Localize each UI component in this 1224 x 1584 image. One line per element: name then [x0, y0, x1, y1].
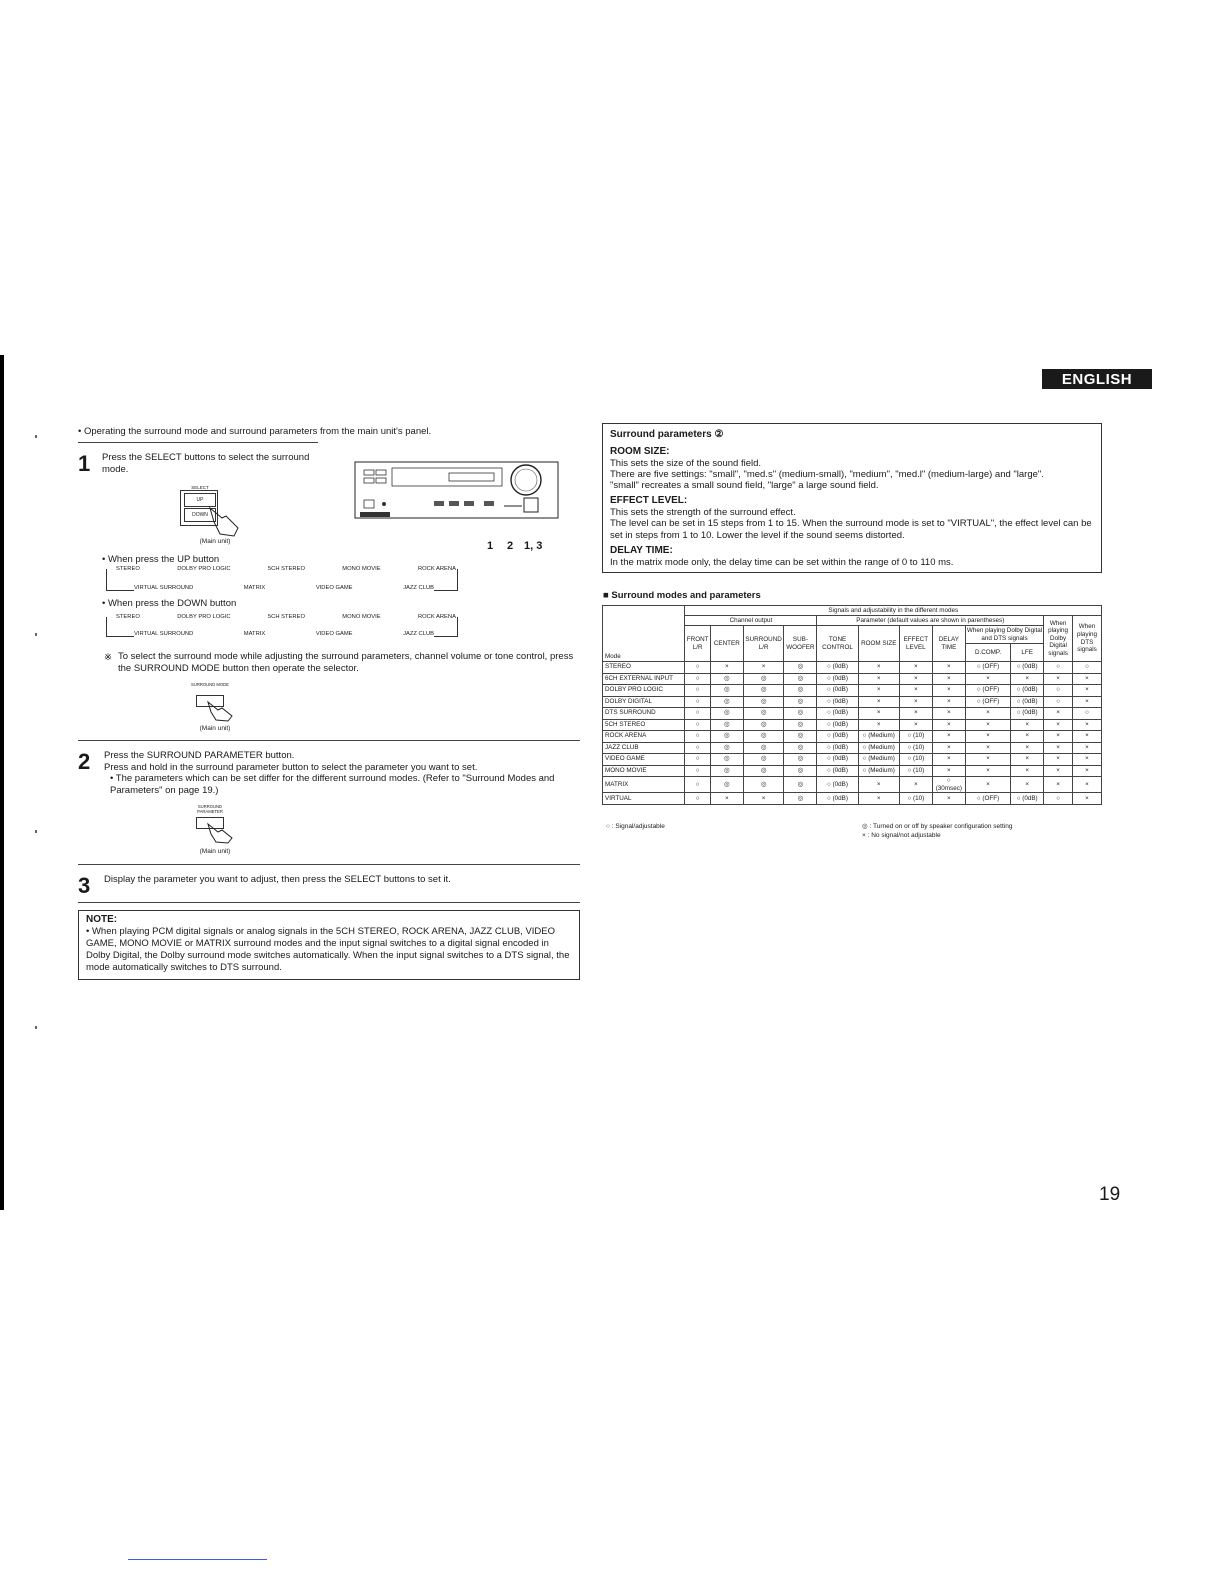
- table-cell: ○ (0dB): [1011, 685, 1044, 697]
- table-cell: ×: [1073, 696, 1102, 708]
- table-cell: ◎: [743, 673, 784, 685]
- header-effect-level: EFFECT LEVEL: [899, 626, 932, 662]
- flow-item: STEREO: [116, 614, 140, 620]
- table-cell: ×: [858, 719, 899, 731]
- surround-parameter-label: SURROUND PARAMETER: [197, 804, 223, 814]
- table-row: [603, 777, 1102, 793]
- table-row: [603, 708, 1102, 720]
- room-size-line-3: "small" recreates a small sound field, "large" a large sound field.: [610, 480, 879, 491]
- hand-pointer-icon: [208, 504, 242, 538]
- select-label: SELECT: [191, 485, 209, 490]
- flow-item: VIDEO GAME: [315, 631, 353, 637]
- table-cell: ◎: [710, 742, 743, 754]
- mode-name-cell: VIDEO GAME: [603, 754, 685, 766]
- header-dcomp: D.COMP.: [965, 644, 1010, 662]
- room-size-line-2: There are five settings: "small", "med.s" (medium-small), "medium", "med.l" (medium-large) and "large".: [610, 469, 1044, 480]
- table-cell: ×: [932, 696, 965, 708]
- table-cell: ×: [1073, 777, 1102, 793]
- table-row: [603, 662, 1102, 674]
- up-flow-heading: • When press the UP button: [102, 554, 220, 565]
- table-cell: ×: [932, 662, 965, 674]
- table-cell: ×: [965, 731, 1010, 743]
- table-cell: ○: [685, 696, 710, 708]
- table-cell: ×: [1073, 673, 1102, 685]
- main-unit-caption: (Main unit): [199, 848, 231, 855]
- main-unit-caption: (Main unit): [199, 725, 231, 732]
- table-cell: ◎: [784, 708, 817, 720]
- table-cell: ×: [1073, 685, 1102, 697]
- table-cell: ×: [1073, 731, 1102, 743]
- table-cell: ×: [932, 793, 965, 805]
- header-parameter: Parameter (default values are shown in parentheses): [817, 616, 1044, 626]
- table-cell: ×: [899, 673, 932, 685]
- legend-circle: ○ : Signal/adjustable: [606, 823, 665, 830]
- divider: [78, 902, 580, 903]
- language-tab: ENGLISH: [1042, 369, 1152, 389]
- table-cell: ○ (0dB): [817, 662, 858, 674]
- table-cell: ○ (0dB): [1011, 696, 1044, 708]
- page-number: 19: [1099, 1184, 1121, 1205]
- legend-double-circle: ◎ : Turned on or off by speaker configuration setting: [862, 823, 1013, 830]
- table-cell: ×: [743, 662, 784, 674]
- flow-item: MATRIX: [243, 585, 266, 591]
- flow-item: 5CH STEREO: [267, 566, 305, 572]
- table-cell: ○ (10): [899, 765, 932, 777]
- flow-item: DOLBY PRO LOGIC: [177, 566, 231, 572]
- table-title: ■ Surround modes and parameters: [603, 590, 761, 601]
- table-cell: ×: [858, 673, 899, 685]
- note-mark: ※: [104, 652, 112, 663]
- table-cell: ×: [965, 673, 1010, 685]
- mode-name-cell: MATRIX: [603, 777, 685, 793]
- flow-item: DOLBY PRO LOGIC: [177, 614, 231, 620]
- step-2-bullet: • The parameters which can be set differ for the different surround modes. (Refer to "Surround Modes and Parameters" on page 19.): [110, 773, 555, 796]
- table-cell: ×: [1073, 719, 1102, 731]
- table-cell: ×: [965, 742, 1010, 754]
- header-surround: SURROUND L/R: [743, 626, 784, 662]
- table-cell: ○ (0dB): [817, 696, 858, 708]
- flow-item: ROCK ARENA: [417, 614, 456, 620]
- header-channel-output: Channel output: [685, 616, 817, 626]
- table-cell: ○: [685, 673, 710, 685]
- table-cell: ○ (10): [899, 742, 932, 754]
- table-cell: ×: [965, 765, 1010, 777]
- table-cell: ○ (0dB): [817, 708, 858, 720]
- table-cell: ×: [1044, 673, 1073, 685]
- table-cell: ◎: [743, 719, 784, 731]
- table-cell: ○: [1044, 685, 1073, 697]
- table-cell: ○ (0dB): [817, 793, 858, 805]
- table-cell: ◎: [784, 765, 817, 777]
- footer-line: [128, 1559, 267, 1560]
- note-text: • When playing PCM digital signals or analog signals in the 5CH STEREO, ROCK ARENA, JAZZ CLUB, VIDEO GAME, MONO MOVIE or MATRIX surround modes and the input signal switches to a digital signal encoded in Dolby Digital, the Dolby surround mode switches automatically. When the input signal switches to a DTS signal, the mode automatically switches to DTS surround.: [86, 926, 570, 973]
- flow-item: VIDEO GAME: [315, 585, 353, 591]
- hand-pointer-icon: [206, 700, 236, 722]
- flow-item: MONO MOVIE: [342, 614, 381, 620]
- table-cell: ◎: [784, 777, 817, 793]
- table-cell: ○ (0dB): [817, 754, 858, 766]
- header-mode: Mode: [603, 606, 685, 662]
- table-cell: ◎: [784, 696, 817, 708]
- table-cell: ○: [685, 708, 710, 720]
- table-cell: ×: [899, 708, 932, 720]
- effect-level-line-1: This sets the strength of the surround effect.: [610, 507, 796, 518]
- table-cell: ○ (0dB): [817, 731, 858, 743]
- header-room-size: ROOM SIZE: [858, 626, 899, 662]
- table-cell: ◎: [710, 777, 743, 793]
- table-cell: ○ (0dB): [817, 673, 858, 685]
- room-size-line-1: This sets the size of the sound field.: [610, 458, 762, 469]
- table-cell: ×: [932, 754, 965, 766]
- table-cell: ×: [965, 777, 1010, 793]
- table-cell: ×: [1011, 777, 1044, 793]
- header-dolby-dts: When playing Dolby Digital and DTS signals: [966, 626, 1043, 642]
- table-cell: ○: [685, 685, 710, 697]
- table-cell: ○ (0dB): [817, 719, 858, 731]
- table-cell: ○: [1044, 696, 1073, 708]
- table-cell: ×: [932, 765, 965, 777]
- table-row: [603, 731, 1102, 743]
- table-cell: ×: [743, 793, 784, 805]
- table-cell: ×: [899, 719, 932, 731]
- table-cell: ×: [1044, 731, 1073, 743]
- table-cell: ×: [1073, 793, 1102, 805]
- room-size-heading: ROOM SIZE:: [610, 446, 670, 457]
- table-cell: ×: [899, 662, 932, 674]
- table-cell: ×: [1073, 754, 1102, 766]
- table-cell: ◎: [743, 708, 784, 720]
- up-flow-row-2: [134, 585, 434, 592]
- table-cell: ○ (Medium): [858, 742, 899, 754]
- table-cell: ◎: [743, 685, 784, 697]
- table-cell: ◎: [743, 777, 784, 793]
- down-flow-heading: • When press the DOWN button: [102, 598, 237, 609]
- table-cell: ×: [932, 731, 965, 743]
- step-2-line-1: Press the SURROUND PARAMETER button.: [104, 750, 295, 761]
- flow-item: JAZZ CLUB: [403, 631, 434, 637]
- mode-name-cell: ROCK ARENA: [603, 731, 685, 743]
- table-cell: ○ (0dB): [1011, 662, 1044, 674]
- table-cell: ◎: [784, 793, 817, 805]
- table-cell: ×: [1044, 777, 1073, 793]
- table-cell: ×: [1073, 742, 1102, 754]
- table-cell: ×: [858, 708, 899, 720]
- table-cell: ×: [1011, 742, 1044, 754]
- scan-mark: [35, 435, 37, 438]
- flow-item: VIRTUAL SURROUND: [134, 585, 194, 591]
- table-cell: ◎: [784, 685, 817, 697]
- table-cell: ◎: [784, 754, 817, 766]
- table-cell: ×: [1044, 765, 1073, 777]
- mode-name-cell: DOLBY PRO LOGIC: [603, 685, 685, 697]
- table-cell: ×: [858, 662, 899, 674]
- mode-name-cell: 6CH EXTERNAL INPUT: [603, 673, 685, 685]
- callout-1: 1: [487, 540, 494, 552]
- flow-item: VIRTUAL SURROUND: [134, 631, 194, 637]
- table-cell: ◎: [743, 765, 784, 777]
- mode-name-cell: JAZZ CLUB: [603, 742, 685, 754]
- table-cell: ○ (0dB): [817, 765, 858, 777]
- table-cell: ×: [1011, 754, 1044, 766]
- table-cell: ◎: [710, 765, 743, 777]
- table-cell: ○ (0dB): [817, 742, 858, 754]
- table-cell: ○: [685, 793, 710, 805]
- flow-item: 5CH STEREO: [267, 614, 305, 620]
- callout-1-3: 1, 3: [524, 540, 543, 552]
- table-cell: ○ (Medium): [858, 765, 899, 777]
- table-cell: ◎: [710, 731, 743, 743]
- table-cell: ×: [1044, 754, 1073, 766]
- table-cell: ○ (0dB): [1011, 793, 1044, 805]
- receiver-panel-illustration: [354, 456, 560, 522]
- main-unit-caption: (Main unit): [199, 538, 231, 545]
- table-cell: ○: [1044, 793, 1073, 805]
- flow-item: MATRIX: [243, 631, 266, 637]
- table-cell: ×: [932, 719, 965, 731]
- scan-mark: [35, 830, 37, 833]
- table-cell: ○ (OFF): [965, 696, 1010, 708]
- table-cell: ◎: [784, 719, 817, 731]
- down-button[interactable]: DOWN: [184, 508, 216, 522]
- table-cell: ×: [899, 777, 932, 793]
- surround-modes-table: [602, 605, 1102, 805]
- table-cell: ◎: [743, 696, 784, 708]
- table-cell: ○ (0dB): [1011, 708, 1044, 720]
- flow-item: JAZZ CLUB: [403, 585, 434, 591]
- table-cell: ○ (OFF): [965, 793, 1010, 805]
- table-cell: ×: [858, 696, 899, 708]
- table-cell: ◎: [784, 742, 817, 754]
- table-cell: ×: [858, 777, 899, 793]
- callout-2: 2: [507, 540, 514, 552]
- table-cell: ◎: [743, 754, 784, 766]
- table-cell: ○ (30msec): [932, 777, 965, 793]
- table-cell: ○ (10): [899, 793, 932, 805]
- table-cell: ○ (Medium): [858, 754, 899, 766]
- table-cell: ○: [685, 719, 710, 731]
- table-cell: ○: [685, 742, 710, 754]
- header-subwoofer: SUB-WOOFER: [784, 626, 817, 662]
- divider: [78, 864, 580, 865]
- table-cell: ×: [899, 685, 932, 697]
- table-cell: ×: [932, 742, 965, 754]
- table-row: [603, 765, 1102, 777]
- delay-time-heading: DELAY TIME:: [610, 545, 673, 556]
- table-cell: ×: [1011, 765, 1044, 777]
- table-cell: ×: [858, 793, 899, 805]
- table-cell: ×: [965, 708, 1010, 720]
- delay-time-line-1: In the matrix mode only, the delay time can be set within the range of 0 to 110 ms.: [610, 557, 954, 568]
- effect-level-line-2: The level can be set in 15 steps from 1 to 15. When the surround mode is set to "VIRTUAL", the effect level can be set in steps from 1 to 10. Lower the level if the sound seems distorted.: [610, 518, 1092, 541]
- step-3-text: Display the parameter you want to adjust, then press the SELECT buttons to set it.: [104, 874, 451, 885]
- table-cell: ×: [858, 685, 899, 697]
- header-tone: TONE CONTROL: [817, 626, 858, 662]
- mode-name-cell: DTS SURROUND: [603, 708, 685, 720]
- table-cell: ○ (0dB): [817, 685, 858, 697]
- table-cell: ×: [710, 793, 743, 805]
- step-3-number: 3: [78, 873, 91, 898]
- table-cell: ○ (OFF): [965, 662, 1010, 674]
- table-cell: ◎: [710, 754, 743, 766]
- intro-text: • Operating the surround mode and surround parameters from the main unit's panel.: [78, 426, 432, 437]
- table-cell: ○ (10): [899, 754, 932, 766]
- table-row: [603, 685, 1102, 697]
- table-row: [603, 754, 1102, 766]
- header-when-dolby: When playing Dolby Digital signals: [1044, 616, 1073, 662]
- table-cell: ◎: [743, 731, 784, 743]
- table-cell: ○: [1044, 662, 1073, 674]
- table-row: [603, 696, 1102, 708]
- table-cell: ×: [965, 719, 1010, 731]
- header-signals: Signals and adjustability in the different modes: [685, 606, 1102, 616]
- table-cell: ◎: [710, 696, 743, 708]
- table-cell: ○: [685, 754, 710, 766]
- table-cell: ×: [1011, 719, 1044, 731]
- header-center: CENTER: [710, 626, 743, 662]
- table-cell: ◎: [710, 719, 743, 731]
- table-cell: ○ (0dB): [817, 777, 858, 793]
- legend-cross: × : No signal/not adjustable: [862, 832, 941, 839]
- table-cell: ×: [710, 662, 743, 674]
- table-cell: ×: [1044, 719, 1073, 731]
- divider: [78, 740, 580, 741]
- mode-name-cell: STEREO: [603, 662, 685, 674]
- mode-name-cell: MONO MOVIE: [603, 765, 685, 777]
- page-edge-bar: [0, 355, 4, 1210]
- table-row: [603, 793, 1102, 805]
- flow-item: ROCK ARENA: [417, 566, 456, 572]
- up-button[interactable]: UP: [184, 493, 216, 507]
- surround-mode-label: SURROUND MODE: [191, 682, 229, 687]
- table-cell: ×: [1011, 673, 1044, 685]
- table-cell: ○ (Medium): [858, 731, 899, 743]
- table-cell: ×: [932, 685, 965, 697]
- surround-mode-note: To select the surround mode while adjusting the surround parameters, channel volume or tone control, press the SURROUND MODE button then operate the selector.: [118, 651, 574, 674]
- table-row: [603, 742, 1102, 754]
- effect-level-heading: EFFECT LEVEL:: [610, 495, 688, 506]
- table-cell: ×: [1044, 742, 1073, 754]
- step-2-line-2: Press and hold in the surround parameter button to select the parameter you want to set.: [104, 762, 478, 773]
- table-cell: ○ (10): [899, 731, 932, 743]
- table-cell: ×: [1073, 765, 1102, 777]
- up-flow-row-1: [116, 566, 456, 573]
- flow-item: MONO MOVIE: [342, 566, 381, 572]
- table-cell: ○: [685, 765, 710, 777]
- step-2-number: 2: [78, 749, 91, 774]
- mode-name-cell: 5CH STEREO: [603, 719, 685, 731]
- note-title: NOTE:: [86, 914, 118, 925]
- table-cell: ×: [932, 673, 965, 685]
- table-cell: ○: [685, 777, 710, 793]
- table-cell: ○: [1073, 662, 1102, 674]
- table-cell: ×: [932, 708, 965, 720]
- down-flow-row-1: [116, 614, 456, 621]
- mode-name-cell: VIRTUAL: [603, 793, 685, 805]
- table-cell: ◎: [784, 662, 817, 674]
- table-cell: ○: [1073, 708, 1102, 720]
- table-cell: ○: [685, 731, 710, 743]
- header-when-dts: When playing DTS signals: [1073, 616, 1102, 662]
- header-delay-time: DELAY TIME: [932, 626, 965, 662]
- table-cell: ×: [1044, 708, 1073, 720]
- table-cell: ◎: [710, 685, 743, 697]
- table-cell: ○ (OFF): [965, 685, 1010, 697]
- scan-mark: [35, 1026, 37, 1029]
- hand-pointer-icon: [206, 822, 236, 844]
- scan-mark: [35, 633, 37, 636]
- table-cell: ◎: [784, 673, 817, 685]
- table-cell: ◎: [743, 742, 784, 754]
- table-cell: ◎: [784, 731, 817, 743]
- table-row: [603, 719, 1102, 731]
- table-cell: ◎: [710, 708, 743, 720]
- table-cell: ○: [685, 662, 710, 674]
- table-cell: ×: [965, 754, 1010, 766]
- table-row: [603, 673, 1102, 685]
- table-cell: ×: [899, 696, 932, 708]
- params-title: Surround parameters ②: [610, 429, 724, 440]
- header-lfe: LFE: [1011, 644, 1044, 662]
- flow-item: STEREO: [116, 566, 140, 572]
- mode-name-cell: DOLBY DIGITAL: [603, 696, 685, 708]
- header-front: FRONT L/R: [685, 626, 710, 662]
- step-1-number: 1: [78, 451, 91, 476]
- divider: [78, 442, 318, 443]
- down-flow-row-2: [134, 631, 434, 638]
- table-cell: ×: [1011, 731, 1044, 743]
- table-cell: ◎: [710, 673, 743, 685]
- step-1-text: Press the SELECT buttons to select the surround mode.: [102, 452, 310, 475]
